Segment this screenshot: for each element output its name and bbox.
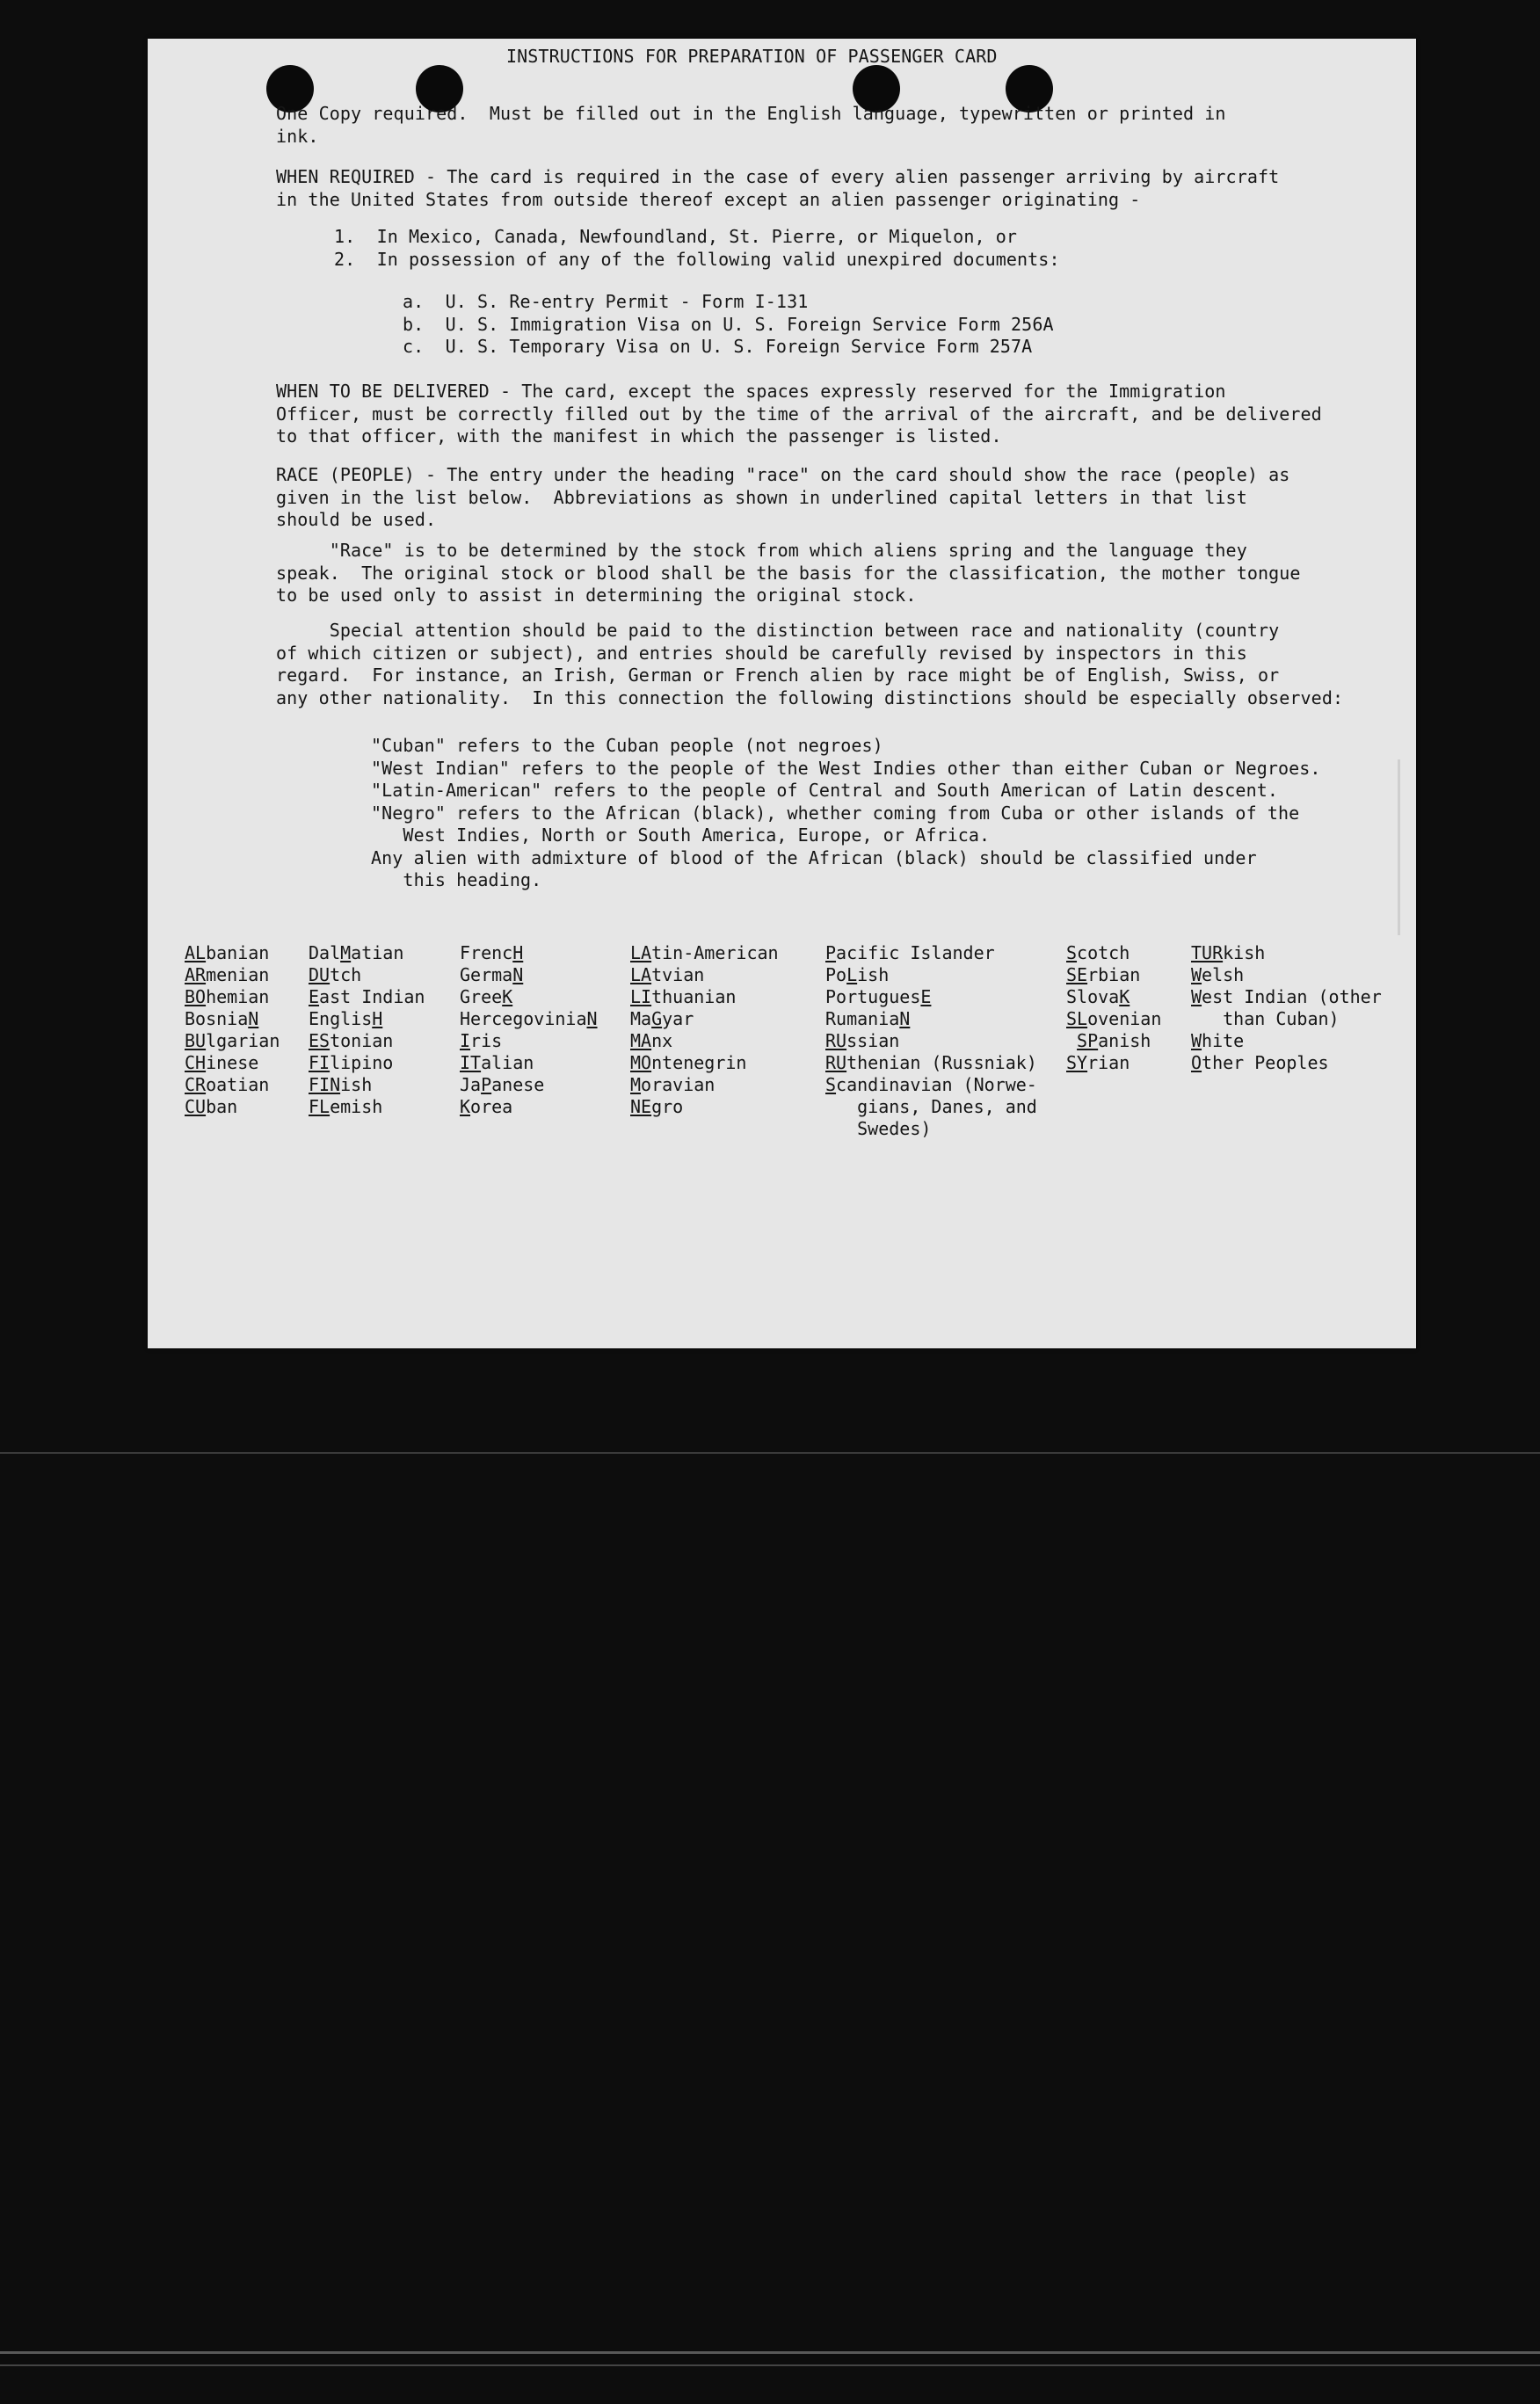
- race-entry: [185, 1052, 280, 1074]
- race-entry-text: ther Peoples: [1202, 1052, 1329, 1073]
- race-abbreviation: BU: [185, 1030, 207, 1051]
- race-entry-text: kish: [1223, 942, 1266, 963]
- race-abbreviation: MA: [630, 1030, 652, 1051]
- race-abbreviation: BO: [185, 986, 207, 1007]
- race-column: [1191, 942, 1382, 1074]
- race-entry-text: Frenc: [460, 942, 513, 963]
- scan-streak: [0, 2351, 1540, 2354]
- distinctions-list: "Cuban" refers to the Cuban people (not negroes) "West Indian" refers to the people of the West Indies other than either Cuban or Negroes. "Latin-American" refers to the people of Central and South American of Latin descent. "Negro" refers to the African (black), whether coming from Cuba or other islands of the West Indies, North or South America, Europe, or Africa. Any alien with admixture of blood of the African (black) should be classified under this heading.: [371, 735, 1321, 890]
- race-abbreviation: L: [846, 964, 858, 985]
- race-entry-text: hite: [1202, 1030, 1245, 1051]
- race-entry-text: cotch: [1077, 942, 1130, 963]
- race-abbreviation: H: [512, 942, 524, 963]
- race-definition-paragraph: "Race" is to be determined by the stock from which aliens spring and the language they speak. The original stock or blood shall be the basis for the classification, the mother tongue to be used only to assist in determining the original stock.: [276, 540, 1301, 606]
- copy-paragraph: One Copy required. Must be filled out in the English language, typewritten or printed in ink.: [276, 103, 1226, 147]
- race-abbreviation: CR: [185, 1074, 207, 1095]
- race-entry-text: candinavian (Norwe-: [836, 1074, 1037, 1095]
- race-entry-text: Portugues: [825, 986, 921, 1007]
- race-entry: [460, 986, 598, 1008]
- race-entry-text: Ja: [460, 1074, 482, 1095]
- race-abbreviation: DU: [309, 964, 331, 985]
- race-abbreviation: RU: [825, 1030, 847, 1051]
- race-abbreviation: LA: [630, 942, 652, 963]
- race-entry: [309, 986, 425, 1008]
- race-abbreviation: CU: [185, 1096, 207, 1117]
- race-entry: [460, 964, 598, 986]
- race-entry: [185, 986, 280, 1008]
- page-title: INSTRUCTIONS FOR PREPARATION OF PASSENGER CARD: [506, 46, 998, 67]
- race-entry-text: lgarian: [206, 1030, 280, 1051]
- race-entry: [825, 1118, 1037, 1140]
- race-abbreviation: AL: [185, 942, 207, 963]
- race-entry-text: banian: [206, 942, 270, 963]
- race-entry: [460, 942, 598, 964]
- race-entry-text: ast Indian: [319, 986, 425, 1007]
- race-entry: [309, 1074, 425, 1096]
- lettered-list: a. U. S. Re-entry Permit - Form I-131 b. U. S. Immigration Visa on U. S. Foreign Service Form 256A c. U. S. Temporary Visa on U. S. Foreign Service Form 257A: [403, 291, 1054, 357]
- race-entry: [309, 1052, 425, 1074]
- race-entry-text: nx: [651, 1030, 673, 1051]
- race-entry-text: tonian: [330, 1030, 394, 1051]
- race-abbreviation: N: [248, 1008, 259, 1029]
- race-abbreviation: H: [372, 1008, 383, 1029]
- race-entry-text: elsh: [1202, 964, 1245, 985]
- race-entry-text: atian: [351, 942, 404, 963]
- race-entry: [185, 1096, 280, 1118]
- race-column: [309, 942, 425, 1118]
- race-entry-text: Hercegovinia: [460, 1008, 587, 1029]
- race-entry-text: acific Islander: [836, 942, 995, 963]
- race-abbreviation: NE: [630, 1096, 652, 1117]
- race-entry: [185, 1008, 280, 1030]
- race-entry-text: Dal: [309, 942, 341, 963]
- race-abbreviation: SP: [1077, 1030, 1099, 1051]
- race-abbreviation: P: [481, 1074, 492, 1095]
- race-abbreviation: MO: [630, 1052, 652, 1073]
- race-entry: [309, 1096, 425, 1118]
- race-column: [630, 942, 779, 1118]
- when-required-paragraph: WHEN REQUIRED - The card is required in the case of every alien passenger arriving by aircraft in the United States from outside thereof except an alien passenger originating -: [276, 166, 1280, 210]
- race-abbreviation: CH: [185, 1052, 207, 1073]
- race-entry: [1066, 1052, 1161, 1074]
- race-entry: [460, 1074, 598, 1096]
- race-entry-text: thenian (Russniak): [846, 1052, 1037, 1073]
- race-abbreviation: W: [1191, 964, 1202, 985]
- race-entry-text: Englis: [309, 1008, 373, 1029]
- race-abbreviation: K: [502, 986, 513, 1007]
- race-entry: [630, 1030, 779, 1052]
- special-attention-paragraph: Special attention should be paid to the distinction between race and nationality (country of which citizen or subject), and entries should be carefully revised by inspectors in this regard. For instance, an Irish, German or French alien by race might be of English, Swiss, or any other nationality. In this connection the following distinctions should be especially observed:: [276, 620, 1344, 708]
- race-entry-text: emish: [330, 1096, 383, 1117]
- race-abbreviation: SY: [1066, 1052, 1088, 1073]
- race-abbreviation: ES: [309, 1030, 331, 1051]
- race-entry: [825, 1052, 1037, 1074]
- race-entry: [460, 1030, 598, 1052]
- race-abbreviation: S: [1066, 942, 1078, 963]
- race-abbreviation: LA: [630, 964, 652, 985]
- race-abbreviation: S: [825, 1074, 837, 1095]
- scan-streak: [0, 2364, 1540, 2366]
- when-delivered-paragraph: WHEN TO BE DELIVERED - The card, except the spaces expressly reserved for the Immigration Officer, must be correctly filled out by the time of the arrival of the aircraft, and be delivered to that officer, with the manifest in which the passenger is listed.: [276, 381, 1322, 447]
- race-entry: [825, 942, 1037, 964]
- race-entry: [630, 1096, 779, 1118]
- race-entry: [825, 964, 1037, 986]
- race-entry-text: lipino: [330, 1052, 394, 1073]
- race-entry-text: Po: [825, 964, 847, 985]
- race-entry-text: gians, Danes, and: [825, 1096, 1037, 1117]
- race-abbreviation: IT: [460, 1052, 482, 1073]
- race-entry-text: Bosnia: [185, 1008, 249, 1029]
- race-entry-text: ovenian: [1087, 1008, 1162, 1029]
- race-entry: [825, 1008, 1037, 1030]
- race-entry: [1066, 1008, 1161, 1030]
- race-entry: [185, 1030, 280, 1052]
- race-entry: [309, 1030, 425, 1052]
- race-abbreviation: M: [630, 1074, 642, 1095]
- numbered-list: 1. In Mexico, Canada, Newfoundland, St. Pierre, or Miquelon, or 2. In possession of any of the following valid unexpired documents:: [334, 226, 1060, 270]
- race-entry-text: ish: [340, 1074, 373, 1095]
- race-abbreviation: RU: [825, 1052, 847, 1073]
- document-page: [148, 39, 1416, 1348]
- race-entry: [1191, 942, 1382, 964]
- race-entry-text: alian: [481, 1052, 534, 1073]
- race-entry-text: tch: [330, 964, 362, 985]
- race-entry: [825, 986, 1037, 1008]
- race-entry-text: rbian: [1087, 964, 1141, 985]
- race-entry: [1066, 1030, 1161, 1052]
- race-entry-text: Rumania: [825, 1008, 900, 1029]
- race-abbreviation: G: [651, 1008, 663, 1029]
- race-abbreviation: K: [1119, 986, 1130, 1007]
- race-entry: [630, 964, 779, 986]
- race-abbreviation: M: [340, 942, 352, 963]
- race-entry-text: Ma: [630, 1008, 652, 1029]
- paper-edge-mark: [1398, 759, 1400, 935]
- race-column: [825, 942, 1037, 1140]
- race-entry: [825, 1030, 1037, 1052]
- race-abbreviation: E: [920, 986, 932, 1007]
- race-entry-text: [1066, 1030, 1077, 1051]
- race-entry-text: rian: [1087, 1052, 1130, 1073]
- race-entry: [1066, 942, 1161, 964]
- race-abbreviation: FIN: [309, 1074, 341, 1095]
- race-entry: [630, 1052, 779, 1074]
- race-column: [1066, 942, 1161, 1074]
- race-entry: [460, 1052, 598, 1074]
- race-entry-text: gro: [651, 1096, 684, 1117]
- race-entry-text: ris: [470, 1030, 503, 1051]
- race-entry-text: Slova: [1066, 986, 1120, 1007]
- race-entry: [1191, 1052, 1382, 1074]
- race-abbreviation: W: [1191, 986, 1202, 1007]
- race-abbreviation: N: [899, 1008, 911, 1029]
- scan-streak: [0, 1452, 1540, 1454]
- race-entry-text: hemian: [206, 986, 270, 1007]
- race-entry-text: inese: [206, 1052, 259, 1073]
- race-entry-text: ish: [857, 964, 890, 985]
- race-entry: [185, 964, 280, 986]
- race-entry: [1191, 1008, 1382, 1030]
- race-entry: [630, 1008, 779, 1030]
- race-entry-text: Germa: [460, 964, 513, 985]
- race-entry-text: menian: [206, 964, 270, 985]
- race-entry-text: thuanian: [651, 986, 737, 1007]
- race-abbreviation: N: [586, 1008, 598, 1029]
- race-abbreviation: K: [460, 1096, 471, 1117]
- race-abbreviation: O: [1191, 1052, 1202, 1073]
- race-entry-text: oatian: [206, 1074, 270, 1095]
- race-entry: [825, 1096, 1037, 1118]
- race-abbreviation: LI: [630, 986, 652, 1007]
- race-entry: [1191, 986, 1382, 1008]
- race-abbreviation: AR: [185, 964, 207, 985]
- race-entry: [630, 986, 779, 1008]
- race-entry-text: orea: [470, 1096, 513, 1117]
- race-entry-text: anese: [491, 1074, 545, 1095]
- race-entry-text: than Cuban): [1191, 1008, 1340, 1029]
- race-abbreviation: FI: [309, 1052, 331, 1073]
- race-entry-text: ban: [206, 1096, 238, 1117]
- race-entry: [185, 1074, 280, 1096]
- race-entry: [460, 1096, 598, 1118]
- race-entry-text: est Indian (other: [1202, 986, 1382, 1007]
- race-entry: [630, 942, 779, 964]
- race-abbreviation: E: [309, 986, 320, 1007]
- race-abbreviation: SE: [1066, 964, 1088, 985]
- race-column: [185, 942, 280, 1118]
- race-people-paragraph: RACE (PEOPLE) - The entry under the heading "race" on the card should show the race (people) as given in the list below. Abbreviations as shown in underlined capital letters in that list should be used.: [276, 464, 1290, 530]
- race-entry-text: tin-American: [651, 942, 779, 963]
- race-entry: [460, 1008, 598, 1030]
- race-entry: [185, 942, 280, 964]
- race-entry: [825, 1074, 1037, 1096]
- race-entry: [1191, 1030, 1382, 1052]
- race-abbreviation: TUR: [1191, 942, 1224, 963]
- race-entry: [309, 942, 425, 964]
- race-entry: [309, 964, 425, 986]
- race-entry-text: anish: [1098, 1030, 1151, 1051]
- race-entry: [630, 1074, 779, 1096]
- race-abbreviation: I: [460, 1030, 471, 1051]
- race-abbreviation: SL: [1066, 1008, 1088, 1029]
- race-abbreviation: P: [825, 942, 837, 963]
- race-entry: [309, 1008, 425, 1030]
- race-entry-text: ntenegrin: [651, 1052, 747, 1073]
- race-abbreviation: FL: [309, 1096, 331, 1117]
- race-entry-text: yar: [662, 1008, 694, 1029]
- race-entry-text: Gree: [460, 986, 503, 1007]
- race-entry-text: tvian: [651, 964, 705, 985]
- race-entry: [1191, 964, 1382, 986]
- race-column: [460, 942, 598, 1118]
- race-entry: [1066, 964, 1161, 986]
- race-entry-text: ssian: [846, 1030, 900, 1051]
- race-abbreviation: N: [512, 964, 524, 985]
- race-entry-text: oravian: [641, 1074, 716, 1095]
- race-abbreviation: W: [1191, 1030, 1202, 1051]
- race-entry: [1066, 986, 1161, 1008]
- race-entry-text: Swedes): [825, 1118, 932, 1139]
